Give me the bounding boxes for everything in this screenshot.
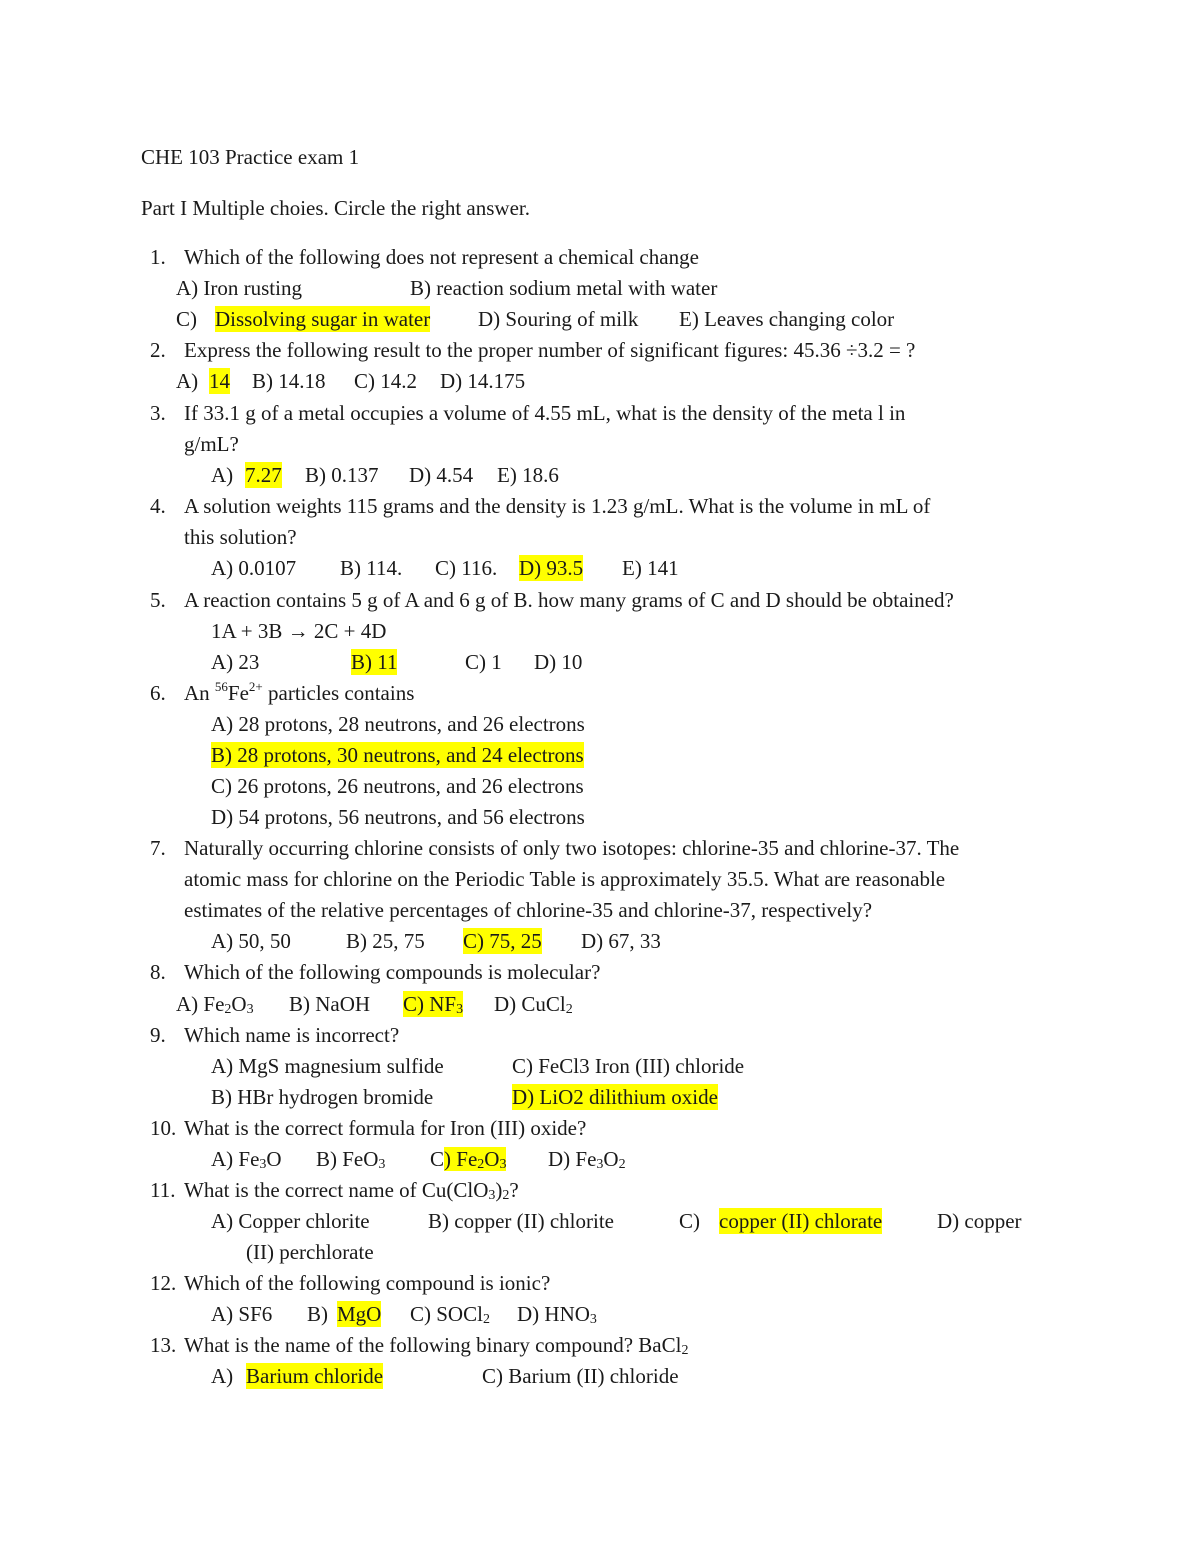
option-c[interactable]: C) 14.2 (354, 369, 417, 393)
page-title: CHE 103 Practice exam 1 (141, 145, 360, 169)
option-e[interactable]: E) 18.6 (497, 463, 559, 487)
question-number: 2. (150, 338, 166, 362)
question-stem: What is the correct formula for Iron (III) oxide? (184, 1116, 587, 1140)
option-b[interactable]: B) 114. (340, 556, 403, 580)
stem-suffix: particles contains (268, 681, 415, 705)
option-a[interactable]: A) 50, 50 (211, 929, 291, 953)
option-a[interactable]: A) 28 protons, 28 neutrons, and 26 electrons (211, 712, 585, 736)
question-stem: Naturally occurring chlorine consists of only two isotopes: chlorine-35 and chlorine-37. The (184, 836, 960, 860)
option-d[interactable]: D) Souring of milk (478, 307, 639, 331)
option-b-letter[interactable]: B) (307, 1302, 328, 1326)
question-number: 1. (150, 245, 166, 269)
element-symbol: Fe (227, 681, 249, 705)
question-stem: A reaction contains 5 g of A and 6 g of B. how many grams of C and D should be obtained? (184, 588, 954, 612)
option-e[interactable]: E) Leaves changing color (679, 307, 895, 331)
question-stem: A solution weights 115 grams and the density is 1.23 g/mL. What is the volume in mL of (184, 494, 931, 518)
option-b[interactable]: B) HBr hydrogen bromide (211, 1085, 434, 1109)
question-stem: Which name is incorrect? (184, 1023, 400, 1047)
option-e[interactable]: E) 141 (622, 556, 679, 580)
question-number: 3. (150, 401, 166, 425)
option-d[interactable]: D) CuCl$_2$ (494, 992, 573, 1017)
option-c[interactable]: C) 26 protons, 26 neutrons, and 26 electrons (211, 774, 584, 798)
question-number: 9. (150, 1023, 166, 1047)
option-b-answer[interactable]: MgO (337, 1302, 382, 1326)
option-d[interactable]: D) 14.175 (440, 369, 526, 393)
question-stem: If 33.1 g of a metal occupies a volume of 4.55 mL, what is the density of the meta l in (184, 401, 906, 425)
option-d[interactable]: D) 67, 33 (581, 929, 661, 953)
question-number: 12. (150, 1271, 177, 1295)
option-a[interactable]: A) SF6 (211, 1302, 273, 1326)
question-number: 11. (150, 1178, 176, 1202)
question-stem: Which of the following compounds is molecular? (184, 960, 601, 984)
option-a[interactable]: A) $Fe_2O_3$ (176, 992, 254, 1017)
option-a[interactable]: A) 23 (211, 650, 260, 674)
option-c-answer[interactable]: copper (II) chlorate (719, 1209, 883, 1233)
option-c[interactable]: C) SOCl$_2$ (410, 1302, 490, 1327)
option-b[interactable]: B) copper (II) chlorite (428, 1209, 614, 1233)
option-d[interactable]: D) 54 protons, 56 neutrons, and 56 electrons (211, 805, 585, 829)
option-a[interactable]: A) Copper chlorite (211, 1209, 370, 1233)
option-b[interactable]: B) NaOH (289, 992, 371, 1016)
option-c-letter[interactable]: C) (176, 307, 197, 331)
option-a-letter[interactable]: A) (211, 463, 234, 487)
option-c-letter[interactable]: C) (679, 1209, 700, 1233)
option-b[interactable]: B) 0.137 (305, 463, 379, 487)
option-b[interactable]: B) FeO$_3$ (316, 1147, 386, 1172)
ion-charge: 2+ (248, 679, 263, 694)
option-b[interactable]: B) 25, 75 (346, 929, 425, 953)
option-b-answer[interactable]: B) 28 protons, 30 neutrons, and 24 electrons (211, 743, 584, 767)
option-c[interactable]: C) FeCl3 Iron (III) chloride (512, 1054, 745, 1078)
part-heading: Part I Multiple choies. Circle the right answer. (141, 196, 530, 220)
option-a[interactable]: A) MgS magnesium sulfide (211, 1054, 444, 1078)
option-a-answer[interactable]: 7.27 (245, 463, 282, 487)
question-number: 7. (150, 836, 166, 860)
option-c-answer[interactable]: Dissolving sugar in water (215, 307, 431, 331)
option-a[interactable]: A) Iron rusting (176, 276, 302, 300)
option-d-answer[interactable]: D) LiO2 dilithium oxide (512, 1085, 718, 1109)
option-c[interactable]: C) 1 (465, 650, 502, 674)
option-d[interactable]: D) 10 (534, 650, 583, 674)
question-stem-cont: estimates of the relative percentages of chlorine-35 and chlorine-37, respectively? (184, 898, 873, 922)
option-a-answer[interactable]: 14 (209, 369, 230, 393)
option-a-letter[interactable]: A) (176, 369, 199, 393)
question-stem: What is the name of the following binary compound? BaCl$_2$ (184, 1333, 689, 1358)
question-number: 10. (150, 1116, 177, 1140)
stem-prefix: An (184, 681, 210, 705)
question-stem-cont: atomic mass for chlorine on the Periodic Table is approximately 35.5. What are reasonable (184, 867, 946, 891)
option-b[interactable]: B) reaction sodium metal with water (410, 276, 718, 300)
option-a-answer[interactable]: Barium chloride (246, 1364, 384, 1388)
question-stem-cont: this solution? (184, 525, 297, 549)
option-a[interactable]: A) $Fe_3O$ (211, 1147, 282, 1172)
mass-number: 56 (214, 679, 228, 694)
option-c-answer[interactable]: C) $Fe_2O_3$ (430, 1147, 507, 1172)
option-d-answer[interactable]: D) 93.5 (519, 556, 584, 580)
option-b-answer[interactable]: B) 11 (351, 650, 398, 674)
question-stem: Express the following result to the proper number of significant figures: 45.36 ÷3.2 = ? (184, 338, 916, 362)
option-d-cont[interactable]: (II) perchlorate (246, 1240, 374, 1264)
option-a[interactable]: A) 0.0107 (211, 556, 297, 580)
option-d[interactable]: D) $HNO_3$ (517, 1302, 597, 1327)
option-a-letter[interactable]: A) (211, 1364, 234, 1388)
question-number: 5. (150, 588, 166, 612)
question-stem-cont: g/mL? (184, 432, 239, 456)
option-c-answer[interactable]: C) $NF_3$ (403, 992, 464, 1017)
reaction-equation: 1A + 3B → 2C + 4D (211, 619, 387, 643)
option-d[interactable]: D) 4.54 (409, 463, 474, 487)
question-number: 8. (150, 960, 166, 984)
question-stem (184, 680, 414, 706)
question-stem: Which of the following compound is ionic? (184, 1271, 551, 1295)
question-number: 6. (150, 681, 166, 705)
question-number: 13. (150, 1333, 177, 1357)
question-stem: Which of the following does not represent a chemical change (184, 245, 699, 269)
option-d[interactable]: D) copper (937, 1209, 1022, 1233)
option-c[interactable]: C) Barium (II) chloride (482, 1364, 679, 1388)
option-c[interactable]: C) 116. (435, 556, 498, 580)
option-d[interactable]: D) $Fe_3O_2$ (548, 1147, 626, 1172)
question-number: 4. (150, 494, 166, 518)
question-stem: What is the correct name of $Cu(ClO_3)_2$? (184, 1178, 519, 1203)
option-c-answer[interactable]: C) 75, 25 (463, 929, 542, 953)
option-b[interactable]: B) 14.18 (252, 369, 326, 393)
